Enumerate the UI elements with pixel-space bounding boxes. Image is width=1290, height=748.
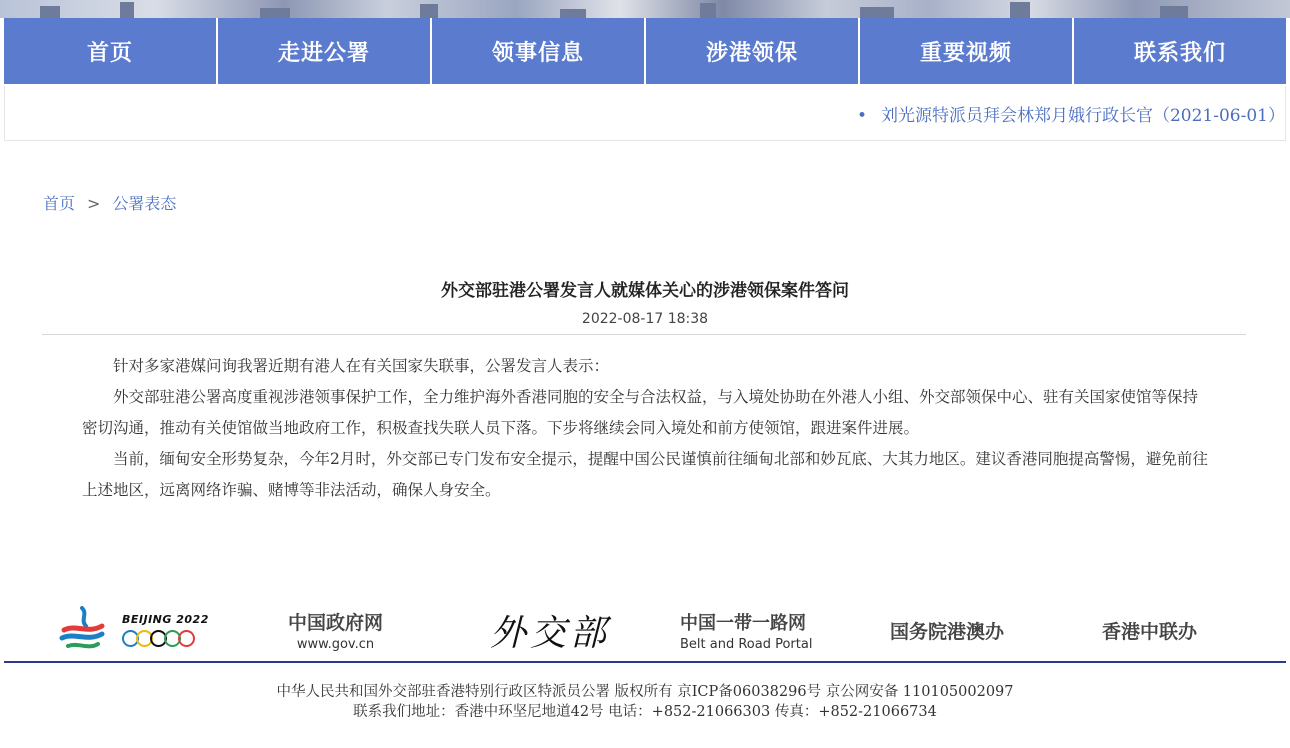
breadcrumb-home[interactable]: 首页 — [43, 194, 76, 213]
news-ticker — [4, 86, 1286, 141]
gov-cn-link[interactable] — [288, 600, 383, 660]
nav-item-home[interactable]: 首页 — [4, 18, 216, 84]
beijing-2022-link[interactable] — [58, 600, 209, 660]
main-nav — [4, 18, 1286, 84]
breadcrumb — [43, 191, 176, 214]
article-paragraph: 外交部驻港公署高度重视涉港领事保护工作，全力维护海外香港同胞的安全与合法权益，与入境处协助在外港人小组、外交部领保中心、驻有关国家使馆等保持密切沟通，推动有关使馆做当地政府工作，积极查找失联人员下落。下步将继续会同入境处和前方使领馆，跟进案件进展。 — [82, 388, 1199, 437]
header-banner — [0, 0, 1290, 18]
ticker-link[interactable] — [857, 101, 1285, 126]
copyright-line: 中华人民共和国外交部驻香港特别行政区特派员公署 版权所有 京ICP备06038296号 京公网安备 110105002097 — [276, 684, 1014, 700]
footer-divider — [4, 661, 1286, 663]
article-body — [82, 351, 1212, 506]
ticker-headline[interactable]: 刘光源特派员拜会林郑月娥行政长官（2021-06-01） — [880, 106, 1285, 126]
belt-road-en-label: Belt and Road Portal — [680, 636, 813, 652]
breadcrumb-current[interactable]: 公署表态 — [112, 194, 177, 213]
hkmao-label: 国务院港澳办 — [890, 620, 1005, 643]
liaison-office-label: 香港中联办 — [1102, 620, 1198, 643]
nav-item-videos[interactable]: 重要视频 — [860, 18, 1072, 84]
hkmao-link[interactable] — [890, 600, 1004, 660]
belt-road-link[interactable] — [680, 600, 812, 660]
mfa-link[interactable] — [490, 600, 610, 660]
nav-item-about[interactable]: 走进公署 — [218, 18, 430, 84]
nav-item-consular-protection[interactable]: 涉港领保 — [646, 18, 858, 84]
gov-cn-label: 中国政府网 — [288, 612, 384, 634]
contact-line: 联系我们地址：香港中环坚尼地道42号 电话：+852-21066303 传真：+852-21066734 — [353, 704, 937, 720]
beijing-2022-label: BEIJING 2022 — [122, 613, 209, 626]
article-title: 外交部驻港公署发言人就媒体关心的涉港领保案件答问 — [441, 281, 849, 301]
breadcrumb-separator: > — [87, 194, 101, 213]
nav-item-contact[interactable]: 联系我们 — [1074, 18, 1286, 84]
belt-road-cn-label: 中国一带一路网 — [680, 612, 806, 634]
ticker-bullet: • — [856, 106, 867, 126]
article-date: 2022-08-17 18:38 — [581, 311, 709, 327]
nav-item-consular-info[interactable]: 领事信息 — [432, 18, 644, 84]
olympic-rings-icon — [122, 630, 209, 647]
beijing-2022-emblem-icon — [58, 604, 106, 656]
title-divider — [42, 334, 1246, 335]
copyright-block — [0, 682, 1290, 722]
footer-links — [0, 600, 1290, 660]
article-paragraph: 针对多家港媒问询我署近期有港人在有关国家失联事，公署发言人表示： — [113, 357, 610, 375]
article-paragraph: 当前，缅甸安全形势复杂，今年2月时，外交部已专门发布安全提示，提醒中国公民谨慎前往缅甸北部和妙瓦底、大其力地区。建议香港同胞提高警惕，避免前往上述地区，远离网络诈骗、赌博等非法活动，确保人身安全。 — [82, 450, 1208, 499]
liaison-office-link[interactable] — [1102, 600, 1197, 660]
mfa-calligraphy-label: 外交部 — [490, 612, 611, 654]
gov-cn-url: www.gov.cn — [296, 637, 375, 652]
